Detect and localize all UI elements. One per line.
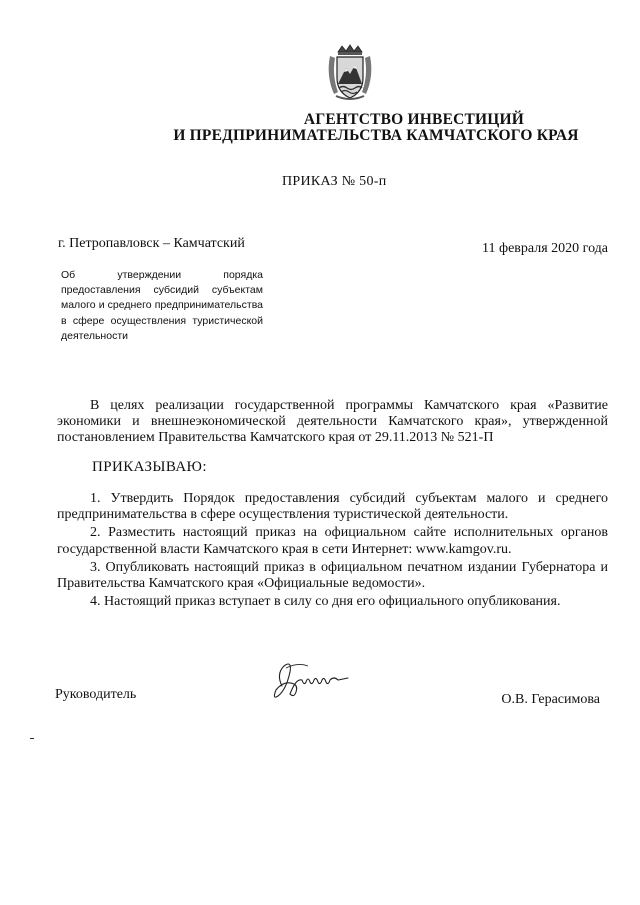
- order-title: ПРИКАЗ № 50-п: [282, 174, 387, 189]
- agency-name-line1: АГЕНТСТВО ИНВЕСТИЦИЙ: [303, 111, 525, 128]
- agency-name-line2: И ПРЕДПРИНИМАТЕЛЬСТВА КАМЧАТСКОГО КРАЯ: [173, 127, 579, 144]
- preamble-paragraph: В целях реализации государственной программы Камчатского края «Развитие экономики и внешнеэкономической деятельности Камчатского края», утвержденной постановлением Правительства Камчатского края от 29.11.2013 № 521-П: [57, 398, 608, 446]
- order-items-list: [57, 491, 608, 612]
- order-city: г. Петропавловск – Камчатский: [58, 236, 245, 251]
- order-item-2: 2. Разместить настоящий приказ на официальном сайте исполнительных органов государственной власти Камчатского края в сети Интернет: www.kamgov.ru.: [57, 525, 608, 557]
- prikazyvayu-heading: ПРИКАЗЫВАЮ:: [92, 459, 207, 475]
- signature-name: О.В. Герасимова: [501, 692, 600, 707]
- order-subject: Об утверждении порядка предоставления субсидий субъектам малого и среднего предпринимательства в сфере осуществления туристической деятельности: [61, 269, 263, 342]
- handwritten-signature: [268, 656, 358, 704]
- coat-of-arms-icon: [326, 44, 374, 102]
- order-item-1: 1. Утвердить Порядок предоставления субсидий субъектам малого и среднего предпринимательства в сфере осуществления туристической деятельности.: [57, 491, 608, 523]
- order-item-3: 3. Опубликовать настоящий приказ в официальном печатном издании Губернатора и Правительства Камчатского края «Официальные ведомости».: [57, 559, 608, 592]
- order-item-4: 4. Настоящий приказ вступает в силу со дня его официального опубликования.: [90, 594, 561, 610]
- order-date: 11 февраля 2020 года: [482, 241, 608, 256]
- signature-role: Руководитель: [55, 687, 137, 702]
- scan-mark: [30, 738, 34, 739]
